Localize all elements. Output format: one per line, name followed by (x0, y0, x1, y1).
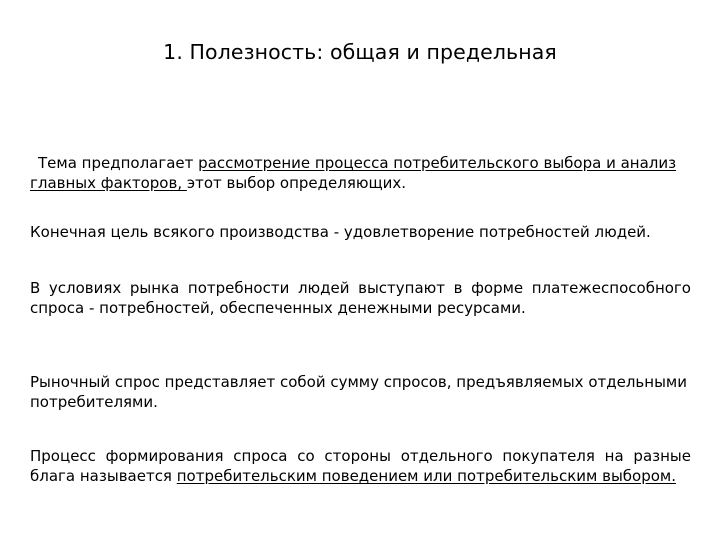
paragraph-topic-tail: этот выбор определяющих. (186, 174, 407, 192)
paragraph-consumer-behavior-lead: Процесс формирования спроса со стороны отдельного покупателя на разные блага называется (30, 447, 691, 485)
paragraph-consumer-behavior (30, 446, 691, 486)
paragraph-market-demand: Рыночный спрос представляет собой сумму спросов, предъявляемых отдельными потребителями. (30, 373, 687, 411)
paragraph-topic-lead: Тема предполагает (38, 154, 199, 172)
paragraph-topic (30, 153, 691, 193)
paragraph-topic-underlined: рассмотрение процесса потребительского выбора и анализ главных факторов, (30, 154, 677, 192)
slide-title: 1. Полезность: общая и предельная (163, 40, 557, 64)
paragraph-consumer-behavior-underlined: потребительским поведением или потребительским выбором. (176, 467, 677, 485)
paragraph-market-needs: В условиях рынка потребности людей выступают в форме платежеспособного спроса - потребностей, обеспеченных денежными ресурсами. (30, 279, 691, 317)
paragraph-production-goal: Конечная цель всякого производства - удовлетворение потребностей людей. (30, 223, 651, 241)
